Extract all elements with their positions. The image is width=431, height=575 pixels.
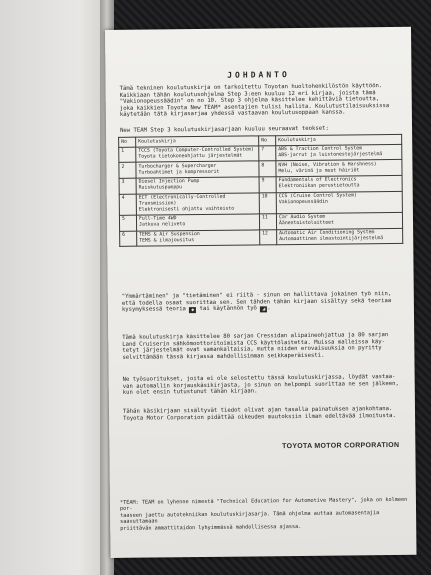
course-name: Car Audio System Äänentoistolaitteet [276,212,402,229]
course-no: 2 [119,163,136,179]
paragraph-understanding-b: tai käytännön työ [196,305,261,313]
left-page-edge [0,0,112,575]
table-intro: New TEAM Step 3 koulutuskirjasarjaan kuuluu seuraavat teokset: [120,125,329,134]
header-book-2: Koulutuskirja [276,134,402,145]
paragraph-understanding-a: "Ymmärtäminen" ja "tietäminen" ei riitä - sinun on hallittava jokainen työ niin, että todella osaat suorittaa sen. Sen tähden tähän kirjaan sisältyy sekä teoriaa kysymyksessä teoria [121,291,392,314]
course-no: 5 [119,215,136,231]
paragraph-repair-manual: Ne työsuoritukset, joita ei ole selostettu tässä koulutuskirjassa, löydät vastaa- van automallin korjauskäsikirjasta, jo sinun on helpompi suorittaa ne sen jälkeen, kun olet ensin tutustunut tähän kirjaan. [122,373,399,397]
course-no: 10 [259,192,276,214]
page-title: JOHDANTO [227,70,290,80]
course-name: NVH (Noise, Vibration & Harshness) Melu, värinä ja muut häiriöt [276,160,402,177]
course-no: 7 [259,146,276,162]
paragraph-disclaimer: Tähän käsikirjaan sisältyvät tiedot olivat ajan tasalla painatuksen ajankohtana. Toyota Motor Corporation pidättää oikeuden muutoksiin ilman edeltävää ilmoitusta. [122,406,396,422]
paragraph-understanding [122,291,404,314]
intro-paragraph: Tämä tekninen koulutuskirja on tarkoitettu Toyotan huoltohenkilöstön käyttöön. Kaikkiaan tähän koulutusohjelma Step 3:een kuuluu 12 eri kirjaa, joista tämä "Vakionopeussäädin" on no 10. Step 3 ohjelma käsittelee kehittäviä tietoutta, joka kaikkien Toyota New TEAM* asentajien tulisi hallita. Koulutustilaisuuksissa käytetään tätä kirjasarjaa yhdessä vastaavan koulutusoppaan kanssa. [119,83,390,119]
header-no: No [119,137,136,147]
course-name: Automatic Air Conditioning System Automaattinen ilmastointijärjestelmä [277,228,403,245]
course-no: 4 [119,194,136,216]
course-no: 1 [119,147,136,163]
course-name: ECT (Electronically-Controlled Transmission) Elektronisesti ohjattu vaihteisto [136,192,259,215]
course-name: ABS & Traction Control System ABS-jarrut ja luistonestojärjestelmä [276,144,402,161]
course-name: Turbocharger & Supercharger Turboahtimet ja kompressorit [136,161,259,178]
course-name: Fundamentals of Electronics Elektroniikan perustietoutta [276,175,402,192]
course-name: Diesel Injection Pump Ruiskutuspumppu [136,177,259,194]
header-book: Koulutuskirja [136,136,259,147]
course-name: Full-Time 4WD Jatkuva neliveto [136,214,259,231]
footnote-team: *TEAM: TEAM on lyhenne nimestä "Technical Education for Automotive Mastery", joka on kolmeen por- taaseen jaettu autotekniikan koulutuskirjasarja. Tämä ohjelma auttaa automasentajia saavuttamaan priittävän ammattitaidon lyhyimmässä mahdollisessa ajassa. [119,496,408,532]
signature-company: TOYOTA MOTOR CORPORATION [282,441,400,451]
table-row [119,191,402,215]
course-no: 3 [119,178,136,194]
course-name: TCCS (Toyota Computer-Controlled System) Toyota tietokoneohjattu järjestelmät [136,146,259,163]
document-page [105,27,417,558]
course-table [118,134,403,247]
theory-symbol-icon: ◆ [191,307,195,314]
course-no: 8 [259,161,276,177]
course-no: 9 [259,177,276,193]
course-name: CCS (Cruise Control System) Vakionopeussäädin [276,191,402,214]
paragraph-scope: Tämä koulutuskirja käsittelee 80 sarjan Cressidan alipaineohjattua ja 80 sarjan Land Cruiserin sähkömoottoritoimista CCS käyttölaitetta. Muissa malleissa käy- tetyt järjestelmät ovat samankaltaisia, mutta niiden erovaisuuksia on pyritty selvittämään tässä kirjassa mahdollisimman seikkaperäisesti. [122,332,389,361]
course-name: TEMS & Air Suspension TEMS & ilmajousitus [137,229,260,246]
paragraph-understanding-c: . [267,305,271,312]
practice-symbol-icon: ◢ [262,306,266,313]
table-row [120,228,403,247]
course-no: 6 [120,231,137,247]
course-no: 12 [260,229,277,245]
header-no-2: No [259,136,276,146]
course-no: 11 [259,214,276,230]
